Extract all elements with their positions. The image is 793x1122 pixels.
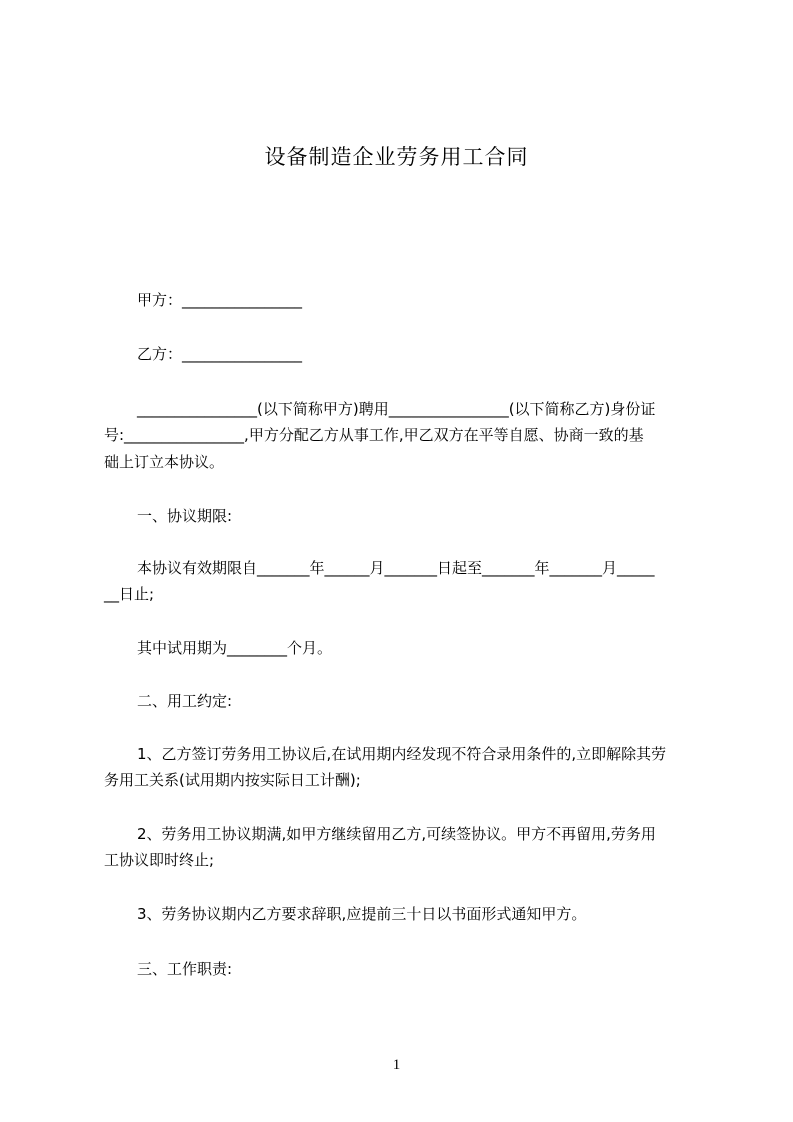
party-b-line: 乙方：________________ [137,345,303,363]
document-title: 设备制造企业劳务用工合同 [264,145,529,169]
intro-line-3: 础上订立本协议。 [104,453,225,471]
term-line-2: __日止; [104,585,155,603]
intro-line-2: 号:________________,甲方分配乙方从事工作,甲乙双方在平等自愿、协商一致的基 [104,426,644,444]
section-3-heading: 三、工作职责: [137,960,233,978]
clause-2-line-2: 工协议即时终止; [104,851,215,869]
page-number: 1 [392,1057,401,1073]
clause-1-line-1: 1、乙方签订劳务用工协议后,在试用期内经发现不符合录用条件的,立即解除其劳 [137,745,667,763]
party-a-line: 甲方：________________ [137,291,303,309]
section-2-heading: 二、用工约定: [137,692,233,710]
probation-line: 其中试用期为________个月。 [137,639,333,657]
clause-3-line: 3、劳务协议期内乙方要求辞职,应提前三十日以书面形式通知甲方。 [137,905,587,923]
term-line-1: 本协议有效期限自_______年______月_______日起至_______年_______月_____ [137,559,655,577]
clause-1-line-2: 务用工关系(试用期内按实际日工计酬); [104,771,361,789]
intro-line-1: ________________(以下简称甲方)聘用________________(以下简称乙方)身份证 [137,400,656,418]
section-1-heading: 一、协议期限: [137,507,233,525]
clause-2-line-1: 2、劳务用工协议期满,如甲方继续留用乙方,可续签协议。甲方不再留用,劳务用 [137,825,656,843]
